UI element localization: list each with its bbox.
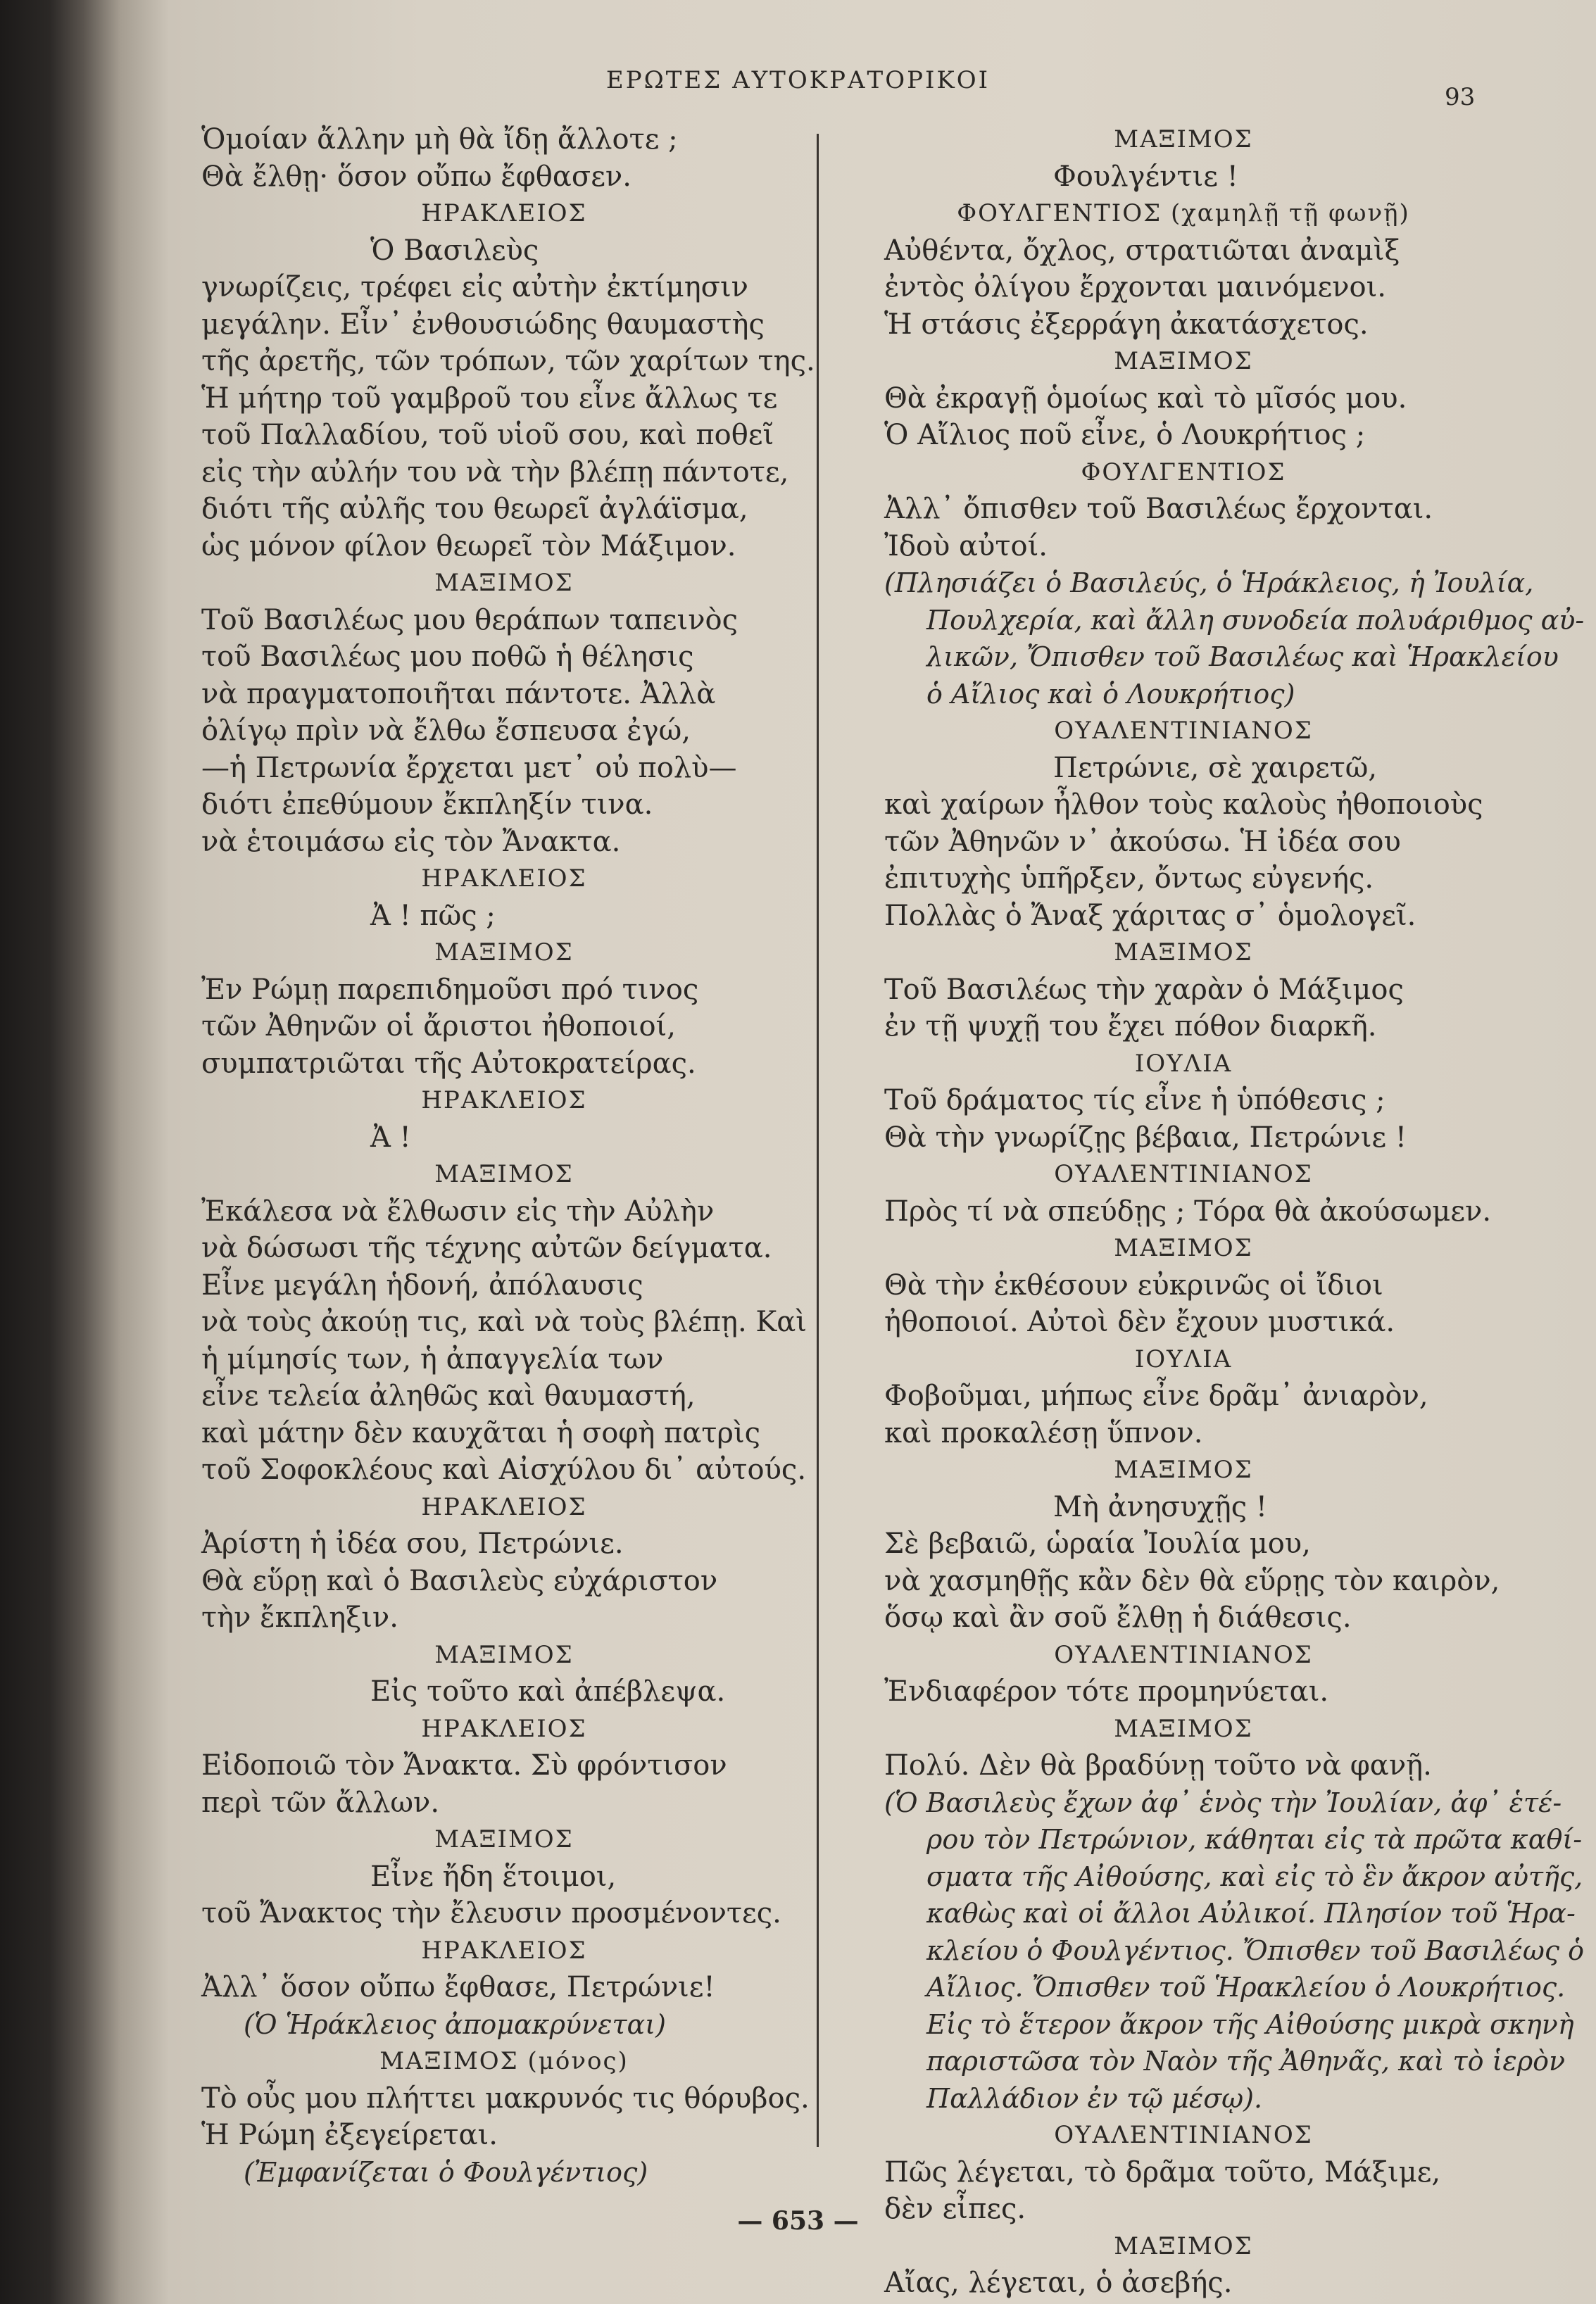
left-column xyxy=(201,121,815,2191)
stage-direction: (Ὁ Ἡράκλειος ἀπομακρύνεται) xyxy=(244,2008,666,2040)
column-divider xyxy=(817,134,819,2147)
verse-line: Ἀρίστη ἡ ἰδέα σου, Πετρώνιε. xyxy=(201,1528,624,1560)
speaker-name: ΙΟΥΛΙΑ xyxy=(1134,1345,1233,1373)
verse-line: Ἀλλ᾽ ὅσον οὔπω ἔφθασε, Πετρώνιε! xyxy=(201,1971,715,2003)
verse-line: Ὁμοίαν ἄλλην μὴ θὰ ἴδῃ ἄλλοτε ; xyxy=(201,123,678,156)
running-header-page-number: 93 xyxy=(1445,83,1476,111)
verse-line: Τοῦ Βασιλέως τὴν χαρὰν ὁ Μάξιμος xyxy=(884,973,1404,1006)
speaker-name: ΜΑΞΙΜΟΣ xyxy=(1114,347,1253,375)
verse-line: Ἀ ! πῶς ; xyxy=(370,899,496,932)
running-header-title: ΕΡΩΤΕΣ ΑΥΤΟΚΡΑΤΟΡΙΚΟΙ xyxy=(605,66,991,94)
speaker-name: ΜΑΞΙΜΟΣ xyxy=(434,938,574,967)
verse-line: τῆς ἀρετῆς, τῶν τρόπων, τῶν χαρίτων της. xyxy=(201,345,815,377)
verse-line: νὰ τοὺς ἀκούῃ τις, καὶ νὰ τοὺς βλέπῃ. Καὶ xyxy=(201,1306,807,1338)
stage-direction: παριστῶσα τὸν Ναὸν τῆς Ἀθηνᾶς, καὶ τὸ ἱερὸν xyxy=(926,2046,1566,2077)
verse-line: Τοῦ δράματος τίς εἶνε ἡ ὑπόθεσις ; xyxy=(884,1084,1385,1116)
verse-line: ὡς μόνον φίλον θεωρεῖ τὸν Μάξιμον. xyxy=(201,529,736,562)
verse-line: τῶν Ἀθηνῶν ν᾽ ἀκούσω. Ἡ ἰδέα σου xyxy=(884,825,1401,858)
verse-line: Ὁ Βασιλεὺς xyxy=(370,234,539,267)
speaker-name: ΜΑΞΙΜΟΣ xyxy=(1114,938,1253,967)
speaker-name: ΜΑΞΙΜΟΣ xyxy=(434,569,574,597)
stage-direction: Παλλάδιον ἐν τῷ μέσῳ). xyxy=(926,2082,1263,2114)
stage-direction: σματα τῆς Αἰθούσης, καὶ εἰς τὸ ἓν ἄκρον αὐτῆς, xyxy=(926,1861,1583,1892)
verse-line: Ἀλλ᾽ ὄπισθεν τοῦ Βασιλέως ἔρχονται. xyxy=(884,493,1433,525)
verse-line: Πετρώνιε, σὲ χαιρετῶ, xyxy=(1053,751,1378,784)
speaker-name: ΙΟΥΛΙΑ xyxy=(1134,1049,1233,1078)
verse-line: Αἴας, λέγεται, ὁ ἀσεβής. xyxy=(884,2267,1233,2299)
stage-direction: ρου τὸν Πετρώνιον, κάθηται εἰς τὰ πρῶτα καθί- xyxy=(926,1824,1583,1855)
verse-line: Πρὸς τί νὰ σπεύδῃς ; Τόρα θὰ ἀκούσωμεν. xyxy=(884,1195,1492,1228)
speaker-name: ΗΡΑΚΛΕΙΟΣ xyxy=(421,1492,587,1521)
verse-line: Εἶνε ἤδη ἕτοιμοι, xyxy=(370,1860,617,1893)
speaker-name: ΦΟΥΛΓΕΝΤΙΟΣ xyxy=(1081,458,1286,486)
verse-line: διότι ἐπεθύμουν ἔκπληξίν τινα. xyxy=(201,788,653,821)
verse-line: εἶνε τελεία ἀληθῶς καὶ θαυμαστή, xyxy=(201,1380,696,1412)
speaker-name: ΜΑΞΙΜΟΣ xyxy=(434,1640,574,1669)
verse-line: ὀλίγῳ πρὶν νὰ ἔλθω ἔσπευσα ἐγώ, xyxy=(201,715,691,747)
stage-direction: κλείου ὁ Φουλγέντιος. Ὄπισθεν τοῦ Βασιλέως ὁ xyxy=(926,1934,1585,1966)
stage-direction: ὁ Αἴλιος καὶ ὁ Λουκρήτιος) xyxy=(926,678,1295,710)
speaker-name: ΟΥΑΛΕΝΤΙΝΙΑΝΟΣ xyxy=(1054,1160,1313,1188)
verse-line: Ἰδοὺ αὐτοί. xyxy=(884,529,1048,562)
speaker-name: ΗΡΑΚΛΕΙΟΣ xyxy=(421,864,587,893)
verse-line: εἰς τὴν αὐλήν του νὰ τὴν βλέπῃ πάντοτε, xyxy=(201,455,789,489)
verse-line: περὶ τῶν ἄλλων. xyxy=(201,1786,440,1819)
verse-line: καὶ προκαλέσῃ ὕπνον. xyxy=(884,1416,1203,1449)
verse-line: Εἶνε μεγάλη ἡδονή, ἀπόλαυσις xyxy=(201,1269,643,1302)
verse-line: Ἡ Ρώμη ἐξεγείρεται. xyxy=(201,2119,498,2151)
verse-line: τοῦ Ἄνακτος τὴν ἔλευσιν προσμένοντες. xyxy=(201,1897,781,1930)
stage-direction: λικῶν, Ὄπισθεν τοῦ Βασιλέως καὶ Ἡρακλείου xyxy=(926,641,1559,672)
verse-line: ἐν τῇ ψυχῇ του ἔχει πόθον διαρκῆ. xyxy=(884,1010,1377,1043)
verse-line: Εἰδοποιῶ τὸν Ἄνακτα. Σὺ φρόντισον xyxy=(201,1749,727,1782)
verse-line: —ἡ Πετρωνία ἔρχεται μετ᾽ οὐ πολὺ— xyxy=(201,751,737,784)
verse-line: τὴν ἔκπληξιν. xyxy=(201,1601,398,1634)
stage-direction: καθὼς καὶ οἱ ἄλλοι Αὐλικοί. Πλησίον τοῦ Ἡρα- xyxy=(926,1898,1576,1929)
speaker-name: ΗΡΑΚΛΕΙΟΣ xyxy=(421,1936,587,1965)
page-footer-number: — 653 — xyxy=(737,2206,859,2236)
verse-line: Τὸ οὖς μου πλήττει μακρυνός τις θόρυβος. xyxy=(201,2082,810,2115)
verse-line: Θὰ ἐκραγῇ ὁμοίως καὶ τὸ μῖσός μου. xyxy=(884,382,1407,415)
verse-line: Μὴ ἀνησυχῇς ! xyxy=(1053,1490,1267,1523)
verse-line: τοῦ Σοφοκλέους καὶ Αἰσχύλου δι᾽ αὐτούς. xyxy=(201,1454,807,1486)
right-column xyxy=(884,121,1585,2302)
verse-line: Θὰ ἔλθῃ· ὅσον οὔπω ἔφθασεν. xyxy=(201,160,632,193)
speaker-name: ΜΑΞΙΜΟΣ xyxy=(434,1160,574,1188)
stage-direction: (Πλησιάζει ὁ Βασιλεύς, ὁ Ἡράκλειος, ἡ Ἰουλία, xyxy=(884,567,1534,598)
stage-direction: (Ἐμφανίζεται ὁ Φουλγέντιος) xyxy=(244,2156,648,2188)
verse-line: γνωρίζεις, τρέφει εἰς αὐτὴν ἐκτίμησιν xyxy=(201,271,748,303)
verse-line: νὰ πραγματοποιῆται πάντοτε. Ἀλλὰ xyxy=(201,677,716,710)
verse-line: Φουλγέντιε ! xyxy=(1053,160,1238,193)
verse-line: νὰ ἑτοιμάσω εἰς τὸν Ἄνακτα. xyxy=(201,825,621,858)
verse-line: τοῦ Βασιλέως μου ποθῶ ἡ θέλησις xyxy=(201,641,694,673)
verse-line: συμπατριῶται τῆς Αὐτοκρατείρας. xyxy=(201,1047,696,1080)
stage-direction: (Ὁ Βασιλεὺς ἔχων ἀφ᾽ ἑνὸς τὴν Ἰουλίαν, ἀφ᾽ ἑτέ- xyxy=(884,1787,1562,1818)
verse-line: νὰ χασμηθῇς κἂν δὲν θὰ εὕρῃς τὸν καιρὸν, xyxy=(884,1564,1500,1597)
speaker-name: ΜΑΞΙΜΟΣ xyxy=(1114,2231,1253,2260)
verse-line: Πολλὰς ὁ Ἄναξ χάριτας σ᾽ ὁμολογεῖ. xyxy=(884,899,1416,932)
verse-line: ὅσῳ καὶ ἂν σοῦ ἔλθῃ ἡ διάθεσις. xyxy=(884,1601,1352,1634)
verse-line: Ἀ ! xyxy=(370,1121,411,1154)
verse-line: Θὰ εὕρῃ καὶ ὁ Βασιλεὺς εὐχάριστον xyxy=(201,1564,718,1597)
verse-line: Ἐνδιαφέρον τότε προμηνύεται. xyxy=(884,1675,1329,1708)
stage-direction: Εἰς τὸ ἕτερον ἄκρον τῆς Αἰθούσης μικρὰ σκηνὴ xyxy=(926,2008,1574,2040)
verse-line: ἐπιτυχὴς ὑπῆρξεν, ὄντως εὐγενής. xyxy=(884,862,1374,895)
verse-line: ἐντὸς ὀλίγου ἔρχονται μαινόμενοι. xyxy=(884,271,1387,303)
speaker-name: ΜΑΞΙΜΟΣ xyxy=(1114,1456,1253,1484)
verse-line: Φοβοῦμαι, μήπως εἶνε δρᾶμ᾽ ἀνιαρὸν, xyxy=(884,1380,1428,1412)
speaker-name: ΦΟΥΛΓΕΝΤΙΟΣ (χαμηλῇ τῇ φωνῇ) xyxy=(957,199,1410,227)
verse-line: ἡ μίμησίς των, ἡ ἀπαγγελία των xyxy=(201,1342,664,1376)
verse-line: Θὰ τὴν ἐκθέσουν εὐκρινῶς οἱ ἴδιοι xyxy=(884,1269,1383,1302)
verse-line: ἠθοποιοί. Αὐτοὶ δὲν ἔχουν μυστικά. xyxy=(884,1306,1395,1338)
verse-line: Ἡ μήτηρ τοῦ γαμβροῦ του εἶνε ἄλλως τε xyxy=(201,382,778,415)
speaker-name: ΗΡΑΚΛΕΙΟΣ xyxy=(421,1714,587,1743)
speaker-name: ΜΑΞΙΜΟΣ (μόνος) xyxy=(379,2047,629,2075)
verse-line: καὶ χαίρων ἦλθον τοὺς καλοὺς ἠθοποιοὺς xyxy=(884,788,1483,821)
speaker-name: ΟΥΑΛΕΝΤΙΝΙΑΝΟΣ xyxy=(1054,2121,1313,2149)
verse-line: Εἰς τοῦτο καὶ ἀπέβλεψα. xyxy=(370,1675,726,1708)
speaker-name: ΜΑΞΙΜΟΣ xyxy=(1114,1234,1253,1262)
speaker-name: ΜΑΞΙΜΟΣ xyxy=(434,1825,574,1853)
verse-line: Σὲ βεβαιῶ, ὡραία Ἰουλία μου, xyxy=(884,1528,1311,1560)
stage-direction: Αἴλιος. Ὄπισθεν τοῦ Ἡρακλείου ὁ Λουκρήτιος. xyxy=(926,1972,1566,2003)
verse-line: Ἡ στάσις ἐξερράγη ἀκατάσχετος. xyxy=(884,308,1369,341)
speaker-name: ΗΡΑΚΛΕΙΟΣ xyxy=(421,1086,587,1114)
speaker-name: ΜΑΞΙΜΟΣ xyxy=(1114,1714,1253,1743)
verse-line: Τοῦ Βασιλέως μου θεράπων ταπεινὸς xyxy=(201,603,739,636)
verse-line: τῶν Ἀθηνῶν οἱ ἄριστοι ἠθοποιοί, xyxy=(201,1010,676,1043)
verse-line: Αὐθέντα, ὄχλος, στρατιῶται ἀναμὶξ xyxy=(884,234,1400,267)
verse-line: δὲν εἶπες. xyxy=(884,2193,1026,2225)
verse-line: Θὰ τὴν γνωρίζῃς βέβαια, Πετρώνιε ! xyxy=(884,1121,1407,1154)
speaker-name: ΜΑΞΙΜΟΣ xyxy=(1114,125,1253,153)
verse-line: Πῶς λέγεται, τὸ δρᾶμα τοῦτο, Μάξιμε, xyxy=(884,2155,1441,2189)
verse-line: Ὁ Αἴλιος ποῦ εἶνε, ὁ Λουκρήτιος ; xyxy=(884,419,1366,451)
verse-line: Ἐκάλεσα νὰ ἔλθωσιν εἰς τὴν Αὐλὴν xyxy=(201,1195,715,1228)
verse-line: Ἐν Ρώμῃ παρεπιδημοῦσι πρό τινος xyxy=(201,973,699,1006)
speaker-name: ΗΡΑΚΛΕΙΟΣ xyxy=(421,199,587,227)
stage-direction: Πουλχερία, καὶ ἄλλη συνοδεία πολυάριθμος αὐ- xyxy=(926,604,1585,636)
speaker-name: ΟΥΑΛΕΝΤΙΝΙΑΝΟΣ xyxy=(1054,717,1313,745)
speaker-name: ΟΥΑΛΕΝΤΙΝΙΑΝΟΣ xyxy=(1054,1640,1313,1669)
verse-line: Πολύ. Δὲν θὰ βραδύνῃ τοῦτο νὰ φανῇ. xyxy=(884,1749,1432,1782)
verse-line: διότι τῆς αὐλῆς του θεωρεῖ ἀγλάϊσμα, xyxy=(201,493,748,525)
verse-line: νὰ δώσωσι τῆς τέχνης αὐτῶν δείγματα. xyxy=(201,1232,772,1264)
verse-line: καὶ μάτην δὲν καυχᾶται ἡ σοφὴ πατρὶς xyxy=(201,1416,761,1449)
verse-line: τοῦ Παλλαδίου, τοῦ υἱοῦ σου, καὶ ποθεῖ xyxy=(201,419,774,451)
verse-line: μεγάλην. Εἶν᾽ ἐνθουσιώδης θαυμαστὴς xyxy=(201,308,765,341)
